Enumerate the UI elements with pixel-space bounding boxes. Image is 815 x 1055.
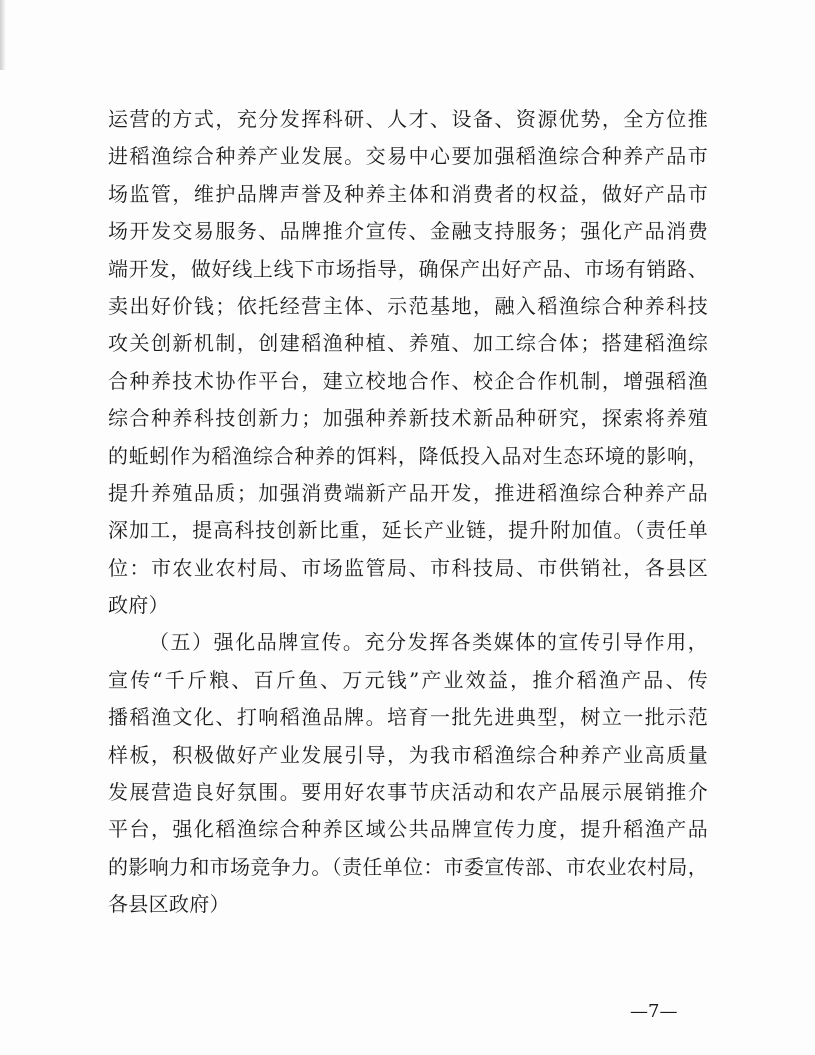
page-number: —7— [630, 1001, 678, 1022]
text-line: 宣传“千斤粮、百斤鱼、万元钱”产业效益，推介稻渔产品、传 [108, 667, 708, 692]
text-line: 场开发交易服务、品牌推介宣传、金融支持服务；强化产品消费 [108, 219, 708, 244]
text-line: 攻关创新机制，创建稻渔种植、养殖、加工综合体；搭建稻渔综 [108, 331, 708, 356]
text-line: 进稻渔综合种养产业发展。交易中心要加强稻渔综合种养产品市 [108, 144, 708, 169]
paragraph-brand-promotion [108, 624, 708, 923]
text-line: 提升养殖品质；加强消费端新产品开发，推进稻渔综合种养产品 [108, 480, 708, 505]
text-line: 位：市农业农村局、市场监管局、市科技局、市供销社，各县区 [108, 555, 708, 580]
text-line: 场监管，维护品牌声誉及种养主体和消费者的权益，做好产品市 [108, 181, 708, 206]
text-line: 样板，积极做好产业发展引导，为我市稻渔综合种养产业高质量 [108, 742, 708, 767]
text-line: 发展营造良好氛围。要用好农事节庆活动和农产品展示展销推介 [108, 780, 708, 805]
text-line: 运营的方式，充分发挥科研、人才、设备、资源优势，全方位推 [108, 107, 708, 131]
text-line: 的影响力和市场竞争力。（责任单位：市委宣传部、市农业农村局， [108, 854, 708, 879]
document-body [108, 101, 708, 924]
scan-edge-shadow [0, 0, 6, 70]
text-line: 综合种养科技创新力；加强种养新技术新品种研究，探索将养殖 [108, 406, 708, 431]
paragraph-responsibility-tasks [108, 101, 708, 624]
text-line: 播稻渔文化、打响稻渔品牌。培育一批先进典型，树立一批示范 [108, 705, 708, 730]
text-line: 政府） [108, 593, 169, 618]
text-line: 各县区政府） [108, 892, 230, 917]
text-line: 卖出好价钱；依托经营主体、示范基地，融入稻渔综合种养科技 [108, 293, 708, 318]
text-line: 平台，强化稻渔综合种养区域公共品牌宣传力度，提升稻渔产品 [108, 817, 708, 842]
section-heading-line: （五）强化品牌宣传。充分发挥各类媒体的宣传引导作用， [149, 630, 708, 655]
text-line: 的蚯蚓作为稻渔综合种养的饵料，降低投入品对生态环境的影响， [108, 443, 708, 468]
text-line: 端开发，做好线上线下市场指导，确保产出好产品、市场有销路、 [108, 256, 708, 281]
text-line: 深加工，提高科技创新比重，延长产业链，提升附加值。（责任单 [108, 518, 708, 543]
text-line: 合种养技术协作平台，建立校地合作、校企合作机制，增强稻渔 [108, 368, 708, 393]
